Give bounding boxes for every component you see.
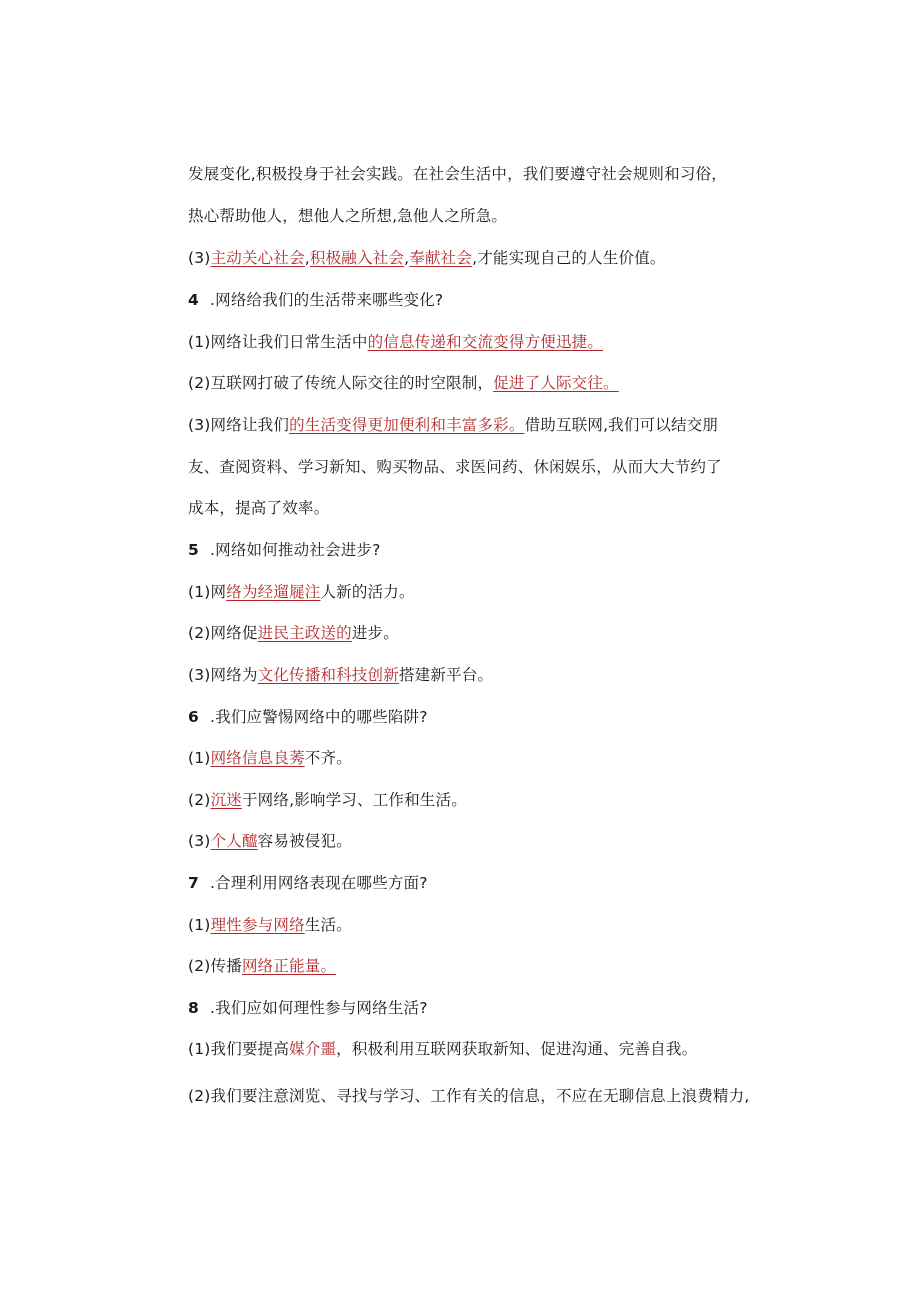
text-line [188, 664, 748, 686]
text-line [188, 789, 748, 811]
highlighted-answer: 进民主政送的 [257, 624, 352, 642]
text-line [188, 331, 748, 353]
question-line [188, 872, 748, 894]
text-line [188, 247, 748, 269]
highlighted-answer: 促进了人际交往。 [493, 374, 619, 392]
text-span: 搭建新平台。 [398, 666, 494, 684]
question-line [188, 706, 748, 728]
text-span: (1)网 [188, 583, 227, 601]
text-span: (2)传播 [188, 957, 242, 975]
text-span: (1)网络让我们日常生活中 [188, 333, 368, 351]
highlighted-answer: 的信息传递和交流变得方便迅捷。 [367, 333, 604, 351]
text-span: 于网络,影响学习、工作和生活。 [241, 791, 467, 809]
text-span: .我们应如何理性参与网络生活? [210, 999, 428, 1017]
highlighted-answer: 积极融入社会 [309, 249, 405, 267]
highlighted-answer: 文化传播和科技创新 [257, 666, 399, 684]
text-span: (1)我们要提高 [188, 1040, 290, 1058]
text-span: , [404, 249, 410, 267]
text-line [188, 372, 748, 394]
text-span: ,才能实现自己的人生价值。 [472, 249, 666, 267]
text-span: (3)网络为 [188, 666, 258, 684]
highlighted-answer: 媒介噩 [289, 1040, 337, 1058]
text-span: .网络如何推动社会进步? [210, 541, 381, 559]
text-span: 容易被侵犯。 [257, 832, 352, 850]
text-span: 人新的活力。 [320, 583, 415, 601]
highlighted-answer: 络为经遛屣注 [226, 583, 321, 601]
question-number: 4 [188, 291, 199, 309]
text-span: (1) [188, 916, 211, 934]
text-span: .网络给我们的生活带来哪些变化? [210, 291, 444, 309]
question-number: 6 [188, 708, 199, 726]
text-line [188, 205, 748, 227]
text-line [188, 163, 748, 185]
text-span: 生活。 [304, 916, 352, 934]
text-span: (1) [188, 749, 211, 767]
highlighted-answer: 主动关心社会 [210, 249, 305, 267]
question-number: 5 [188, 541, 199, 559]
highlighted-answer: 理性参与网络 [210, 916, 305, 934]
text-span: 友、查阅资料、学习新知、购买物品、求医问药、休闲娱乐，从而大大节约了 [188, 458, 722, 476]
text-span: (3) [188, 249, 211, 267]
highlighted-answer: 的生活变得更加便利和丰富多彩。 [289, 416, 525, 434]
text-line [188, 497, 748, 519]
text-span: ，积极利用互联网获取新知、促进沟通、完善自我。 [336, 1040, 698, 1058]
text-span: (2)互联网打破了传统人际交往的时空限制， [188, 374, 494, 392]
text-span: (3)网络让我们 [188, 416, 290, 434]
highlighted-answer: 个人醯 [210, 832, 258, 850]
text-line [188, 1038, 748, 1060]
text-span: .合理利用网络表现在哪些方面? [210, 874, 428, 892]
highlighted-answer: 网络正能量。 [241, 957, 337, 975]
text-line [188, 414, 748, 436]
text-span: (2) [188, 791, 211, 809]
text-line [188, 955, 748, 977]
text-line [188, 622, 748, 644]
text-span: 成本，提高了效率。 [188, 499, 330, 517]
question-number: 7 [188, 874, 199, 892]
text-span: .我们应警惕网络中的哪些陷阱? [210, 708, 428, 726]
text-span: 发展变化,积极投身于社会实践。在社会生活中，我们要遵守社会规则和习俗， [188, 165, 727, 183]
text-span: (3) [188, 832, 211, 850]
text-span: (2)我们要注意浏览、寻找与学习、工作有关的信息，不应在无聊信息上浪费精力, [188, 1087, 750, 1105]
highlighted-answer: 沉迷 [210, 791, 242, 809]
text-line [188, 581, 748, 603]
text-line [188, 456, 748, 478]
question-line [188, 539, 748, 561]
highlighted-answer: 网络信息良莠 [210, 749, 305, 767]
question-line [188, 997, 748, 1019]
text-line [188, 830, 748, 852]
text-line [188, 1085, 748, 1107]
text-line [188, 747, 748, 769]
highlighted-answer: 奉献社会 [409, 249, 473, 267]
text-span: 借助互联网,我们可以结交朋 [524, 416, 719, 434]
text-span: 进步。 [351, 624, 399, 642]
question-number: 8 [188, 999, 199, 1017]
question-line [188, 289, 748, 311]
text-line [188, 914, 748, 936]
text-span: 不齐。 [304, 749, 352, 767]
text-span: 热心帮助他人，想他人之所想,急他人之所急。 [188, 207, 508, 225]
text-span: , [304, 249, 310, 267]
text-span: (2)网络促 [188, 624, 258, 642]
